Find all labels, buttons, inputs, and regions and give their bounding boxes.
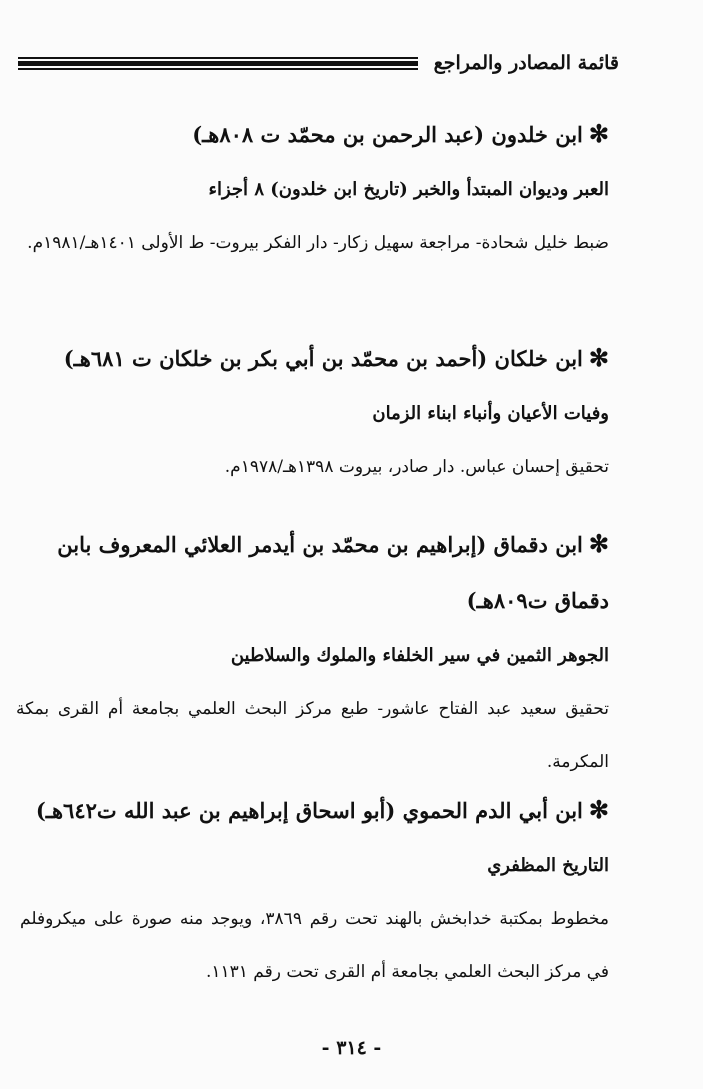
- entry-description: تحقيق إحسان عباس. دار صادر، بيروت ١٣٩٨هـ/١٩٧٨م.: [224, 457, 609, 477]
- entry-book-title: التاريخ المظفري: [487, 855, 609, 876]
- entry-description: تحقيق سعيد عبد الفتاح عاشور- طبع مركز البحث العلمي بجامعة أم القرى بمكة المكرمة.: [16, 699, 609, 772]
- entry-book-title: الجوهر الثمين في سير الخلفاء والملوك والسلاطين: [230, 645, 609, 666]
- entry-heading: ✻ابن أبي الدم الحموي (أبو اسحاق إبراهيم بن عبد الله ت٦٤٢هـ): [35, 795, 609, 824]
- header-title: قائمة المصادر والمراجع: [433, 52, 619, 74]
- entry-book-title: وفيات الأعيان وأنباء ابناء الزمان: [372, 403, 609, 424]
- entry-heading: ✻ابن خلكان (أحمد بن محمّد بن أبي بكر بن خلكان ت ٦٨١هـ): [63, 343, 609, 372]
- bibliography-entry: [16, 516, 609, 789]
- asterisk-icon: ✻: [588, 529, 609, 558]
- asterisk-icon: ✻: [588, 343, 609, 372]
- entry-description: ضبط خليل شحادة- مراجعة سهيل زكار- دار الفكر بيروت- ط الأولى ١٤٠١هـ/١٩٨١م.: [27, 233, 609, 253]
- page-number: - ٣١٤ -: [321, 1037, 382, 1059]
- entry-description: مخطوط بمكتبة خدابخش بالهند تحت رقم ٣٨٦٩، ويوجد منه صورة على ميكروفلم في مركز البحث العلمي بجامعة أم القرى تحت رقم ١١٣١.: [20, 909, 609, 982]
- bibliography-entry: [20, 782, 609, 999]
- entry-heading: ✻ابن خلدون (عبد الرحمن بن محمّد ت ٨٠٨هـ): [192, 119, 609, 148]
- entry-heading: ✻ابن دقماق (إبراهيم بن محمّد بن أيدمر العلائي المعروف بابن دقماق ت٨٠٩هـ): [57, 529, 609, 613]
- running-header: [18, 52, 619, 74]
- bibliography-entry: [20, 106, 609, 270]
- asterisk-icon: ✻: [588, 119, 609, 148]
- asterisk-icon: ✻: [588, 795, 609, 824]
- header-rule: [18, 57, 418, 70]
- bibliography-entry: [20, 330, 609, 494]
- entry-book-title: العبر وديوان المبتدأ والخبر (تاريخ ابن خلدون) ٨ أجزاء: [208, 179, 609, 200]
